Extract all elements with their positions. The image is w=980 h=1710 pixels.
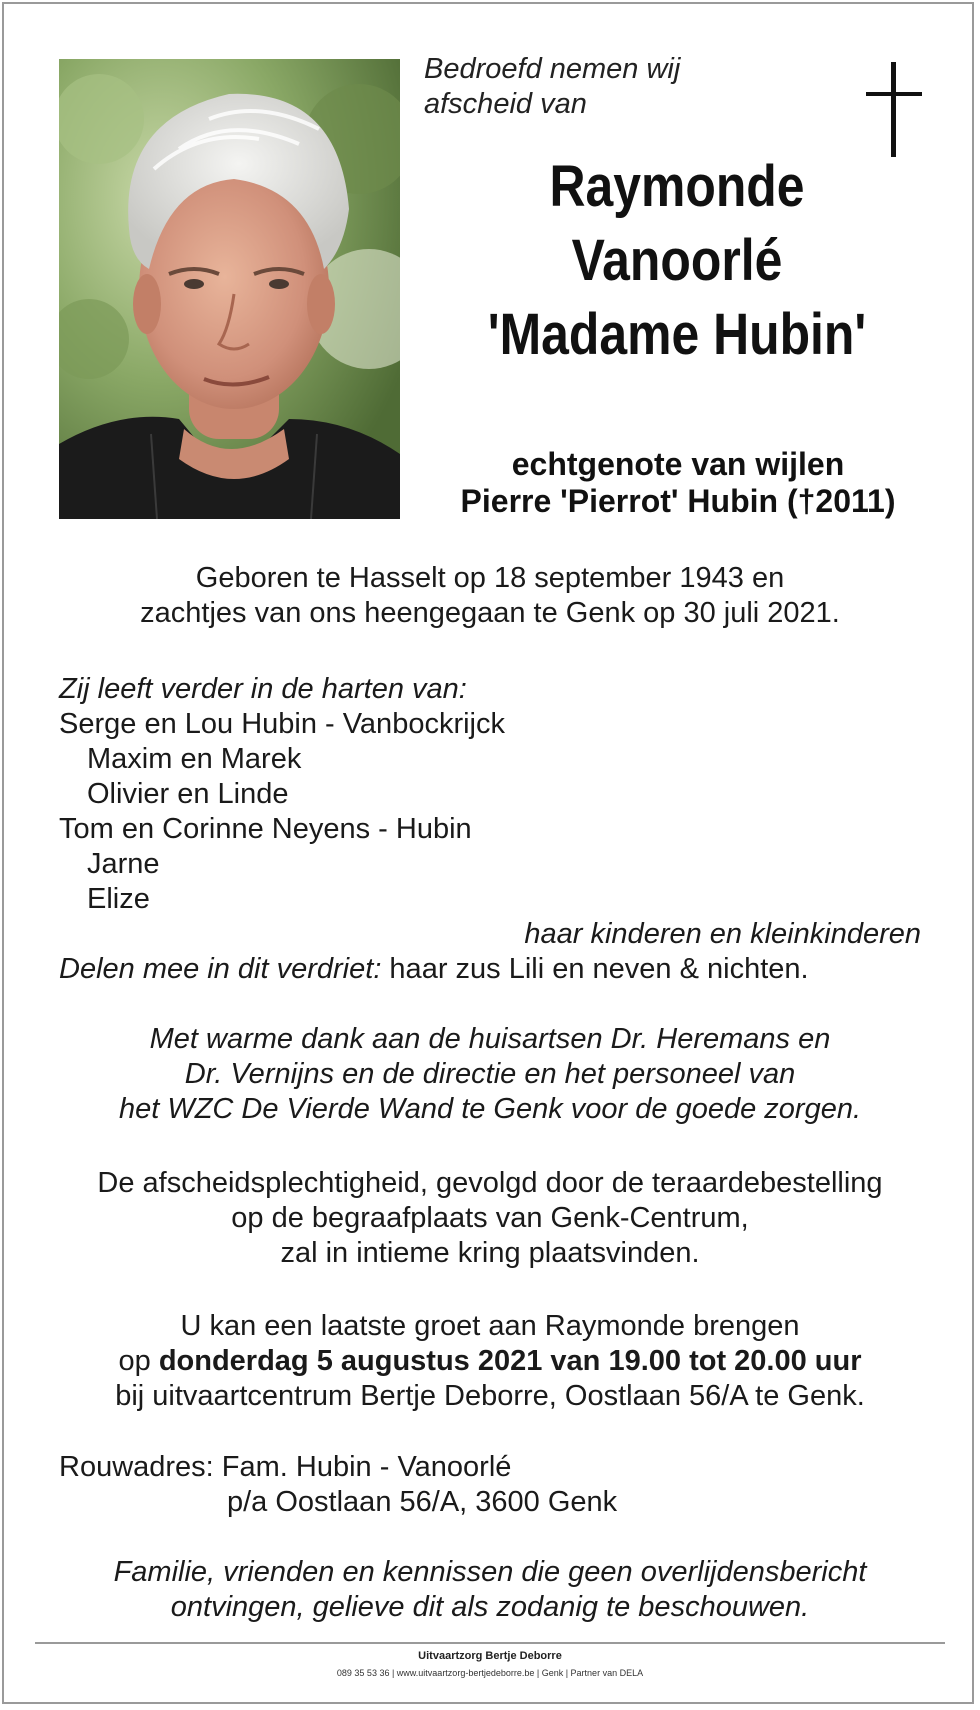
intro-line-1: Bedroefd nemen wij <box>424 53 681 85</box>
nickname: 'Madame Hubin' <box>487 302 867 367</box>
sharing-line <box>59 952 921 987</box>
visit-prefix: op <box>118 1345 159 1377</box>
address-section <box>59 1450 921 1520</box>
family-caption: haar kinderen en kleinkinderen <box>524 918 921 950</box>
visit-datetime: donderdag 5 augustus 2021 van 19.00 tot 20.00 uur <box>158 1345 862 1377</box>
family-heading: Zij leeft verder in de harten van: <box>59 673 467 705</box>
ceremony-line-2: op de begraafplaats van Genk-Centrum, <box>231 1202 749 1234</box>
dates-line-1: Geboren te Hasselt op 18 september 1943 en <box>195 562 785 594</box>
funeral-company-name: Uitvaartzorg Bertje Deborre <box>418 1650 562 1662</box>
visit-line-2 <box>59 1344 921 1379</box>
family-line: Maxim en Marek <box>87 743 302 775</box>
cross-icon <box>866 62 922 157</box>
intro-line-2: afscheid van <box>424 88 587 120</box>
thanks-line-3: het WZC De Vierde Wand te Genk voor de goede zorgen. <box>118 1093 862 1125</box>
visit-line-3: bij uitvaartcentrum Bertje Deborre, Oostlaan 56/A te Genk. <box>115 1380 865 1412</box>
family-line: Serge en Lou Hubin - Vanbockrijck <box>59 708 505 740</box>
deceased-name <box>459 150 894 372</box>
first-name: Raymonde <box>549 154 805 219</box>
ceremony-line-1: De afscheidsplechtigheid, gevolgd door de teraardebestelling <box>97 1167 883 1199</box>
funeral-company-info: 089 35 53 36 | www.uitvaartzorg-bertjedeborre.be | Genk | Partner van DELA <box>336 1668 644 1678</box>
spouse-line-2: Pierre 'Pierrot' Hubin (†2011) <box>460 483 896 519</box>
thanks-line-2: Dr. Vernijns en de directie en het personeel van <box>184 1058 796 1090</box>
footer-divider <box>35 1642 945 1644</box>
family-section <box>59 672 921 987</box>
ceremony-line-3: zal in intieme kring plaatsvinden. <box>280 1237 700 1269</box>
family-line: Tom en Corinne Neyens - Hubin <box>59 813 472 845</box>
thanks-section <box>59 1022 921 1127</box>
family-line: Olivier en Linde <box>87 778 289 810</box>
family-line: Jarne <box>87 848 160 880</box>
thanks-line-1: Met warme dank aan de huisartsen Dr. Heremans en <box>149 1023 831 1055</box>
spouse-info <box>410 446 946 520</box>
visit-line-1: U kan een laatste groet aan Raymonde brengen <box>180 1310 800 1342</box>
sharing-text: haar zus Lili en neven & nichten. <box>381 953 809 985</box>
ceremony-section <box>59 1166 921 1271</box>
dates-line-2: zachtjes van ons heengegaan te Genk op 30 juli 2021. <box>140 597 840 629</box>
sharing-label: Delen mee in dit verdriet: <box>59 953 382 985</box>
intro-text <box>424 52 680 122</box>
address-line-1: Rouwadres: Fam. Hubin - Vanoorlé <box>59 1451 512 1483</box>
dates-section <box>59 561 921 631</box>
closing-line-2: ontvingen, gelieve dit als zodanig te beschouwen. <box>170 1591 810 1623</box>
portrait-photo <box>59 59 400 519</box>
visit-section <box>59 1309 921 1414</box>
closing-section <box>59 1555 921 1625</box>
address-line-2: p/a Oostlaan 56/A, 3600 Genk <box>227 1486 618 1518</box>
closing-line-1: Familie, vrienden en kennissen die geen overlijdensbericht <box>113 1556 867 1588</box>
family-line: Elize <box>87 883 150 915</box>
last-name: Vanoorlé <box>571 228 783 293</box>
spouse-line-1: echtgenote van wijlen <box>511 446 845 482</box>
